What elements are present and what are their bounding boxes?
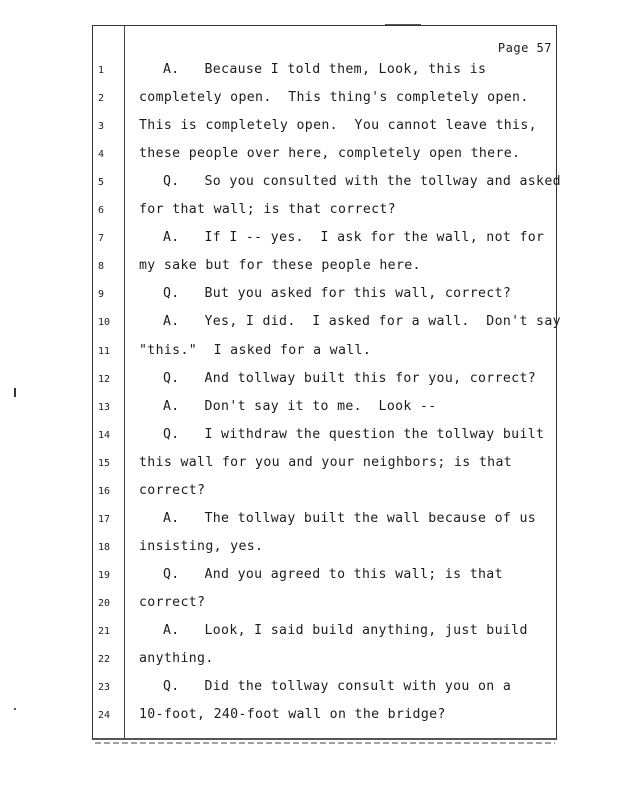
transcript-line [0,118,618,138]
line-number: 10 [98,317,111,329]
transcript-line [0,427,618,447]
transcript-line [0,371,618,391]
line-text: A. Look, I said build anything, just build [163,623,528,638]
transcript-line [0,230,618,250]
transcript-line [0,62,618,82]
transcript-line [0,483,618,503]
line-number: 16 [98,485,111,497]
transcript-line [0,146,618,166]
scan-artifact [14,388,16,397]
line-text: Q. And you agreed to this wall; is that [163,566,503,582]
transcript-line [0,399,618,419]
line-number: 7 [98,233,105,245]
line-text: 10-foot, 240-foot wall on the bridge? [139,707,446,723]
transcript-line [0,90,618,110]
line-number: 12 [98,373,111,385]
transcript-line [0,707,618,727]
line-text: A. The tollway built the wall because of us [163,510,537,526]
page-number: Page 57 [497,41,552,55]
transcript-line [0,679,618,699]
line-number: 14 [98,429,111,441]
line-text: Q. And tollway built this for you, correct? [163,370,537,386]
line-number: 23 [98,682,111,694]
line-number: 17 [98,513,111,525]
line-text: my sake but for these people here. [139,258,421,274]
transcript-line [0,286,618,306]
line-number: 5 [98,177,105,189]
line-number: 24 [98,710,111,722]
line-number: 3 [98,121,105,133]
line-text: for that wall; is that correct? [139,202,396,218]
line-text: these people over here, completely open there. [139,146,521,162]
transcript-line [0,539,618,559]
transcript-line [0,595,618,615]
transcript-line [0,623,618,643]
transcript-line [0,511,618,531]
line-text: This is completely open. You cannot leave this, [139,118,537,134]
bottom-border-noise [95,742,555,744]
line-text: A. Don't say it to me. Look -- [163,398,437,414]
line-text: anything. [139,651,214,667]
line-number: 8 [98,261,105,273]
line-number: 2 [98,93,105,105]
transcript-line [0,651,618,671]
line-text: correct? [139,594,206,610]
line-text: correct? [139,482,206,498]
line-number: 11 [98,345,111,357]
line-number: 19 [98,569,111,581]
line-number: 20 [98,597,111,609]
line-text: insisting, yes. [139,538,264,554]
transcript-line [0,174,618,194]
line-text: A. Yes, I did. I asked for a wall. Don't say [163,314,561,330]
transcript-line [0,314,618,334]
line-number: 4 [98,149,105,161]
line-text: completely open. This thing's completely open. [139,90,529,106]
line-number: 9 [98,289,105,301]
transcript-line [0,567,618,587]
line-text: Q. Did the tollway consult with you on a [163,679,512,695]
line-text: Q. But you asked for this wall, correct? [163,286,512,302]
transcript-line [0,202,618,222]
transcript-line [0,455,618,475]
line-number: 21 [98,626,111,637]
line-number: 1 [98,65,105,76]
line-number: 6 [98,205,105,217]
line-text: this wall for you and your neighbors; is that [139,454,513,470]
line-number: 22 [98,654,111,666]
line-number: 13 [98,401,111,413]
line-text: "this." I asked for a wall. [139,342,372,358]
line-text: A. Because I told them, Look, this is [163,62,487,77]
line-text: A. If I -- yes. I ask for the wall, not for [163,230,545,246]
line-text: Q. So you consulted with the tollway and asked [163,174,561,190]
line-number: 18 [98,541,111,553]
line-text: Q. I withdraw the question the tollway built [163,426,545,442]
transcript-line [0,343,618,363]
transcript-line [0,258,618,278]
line-number: 15 [98,457,111,469]
scan-artifact [14,708,16,710]
